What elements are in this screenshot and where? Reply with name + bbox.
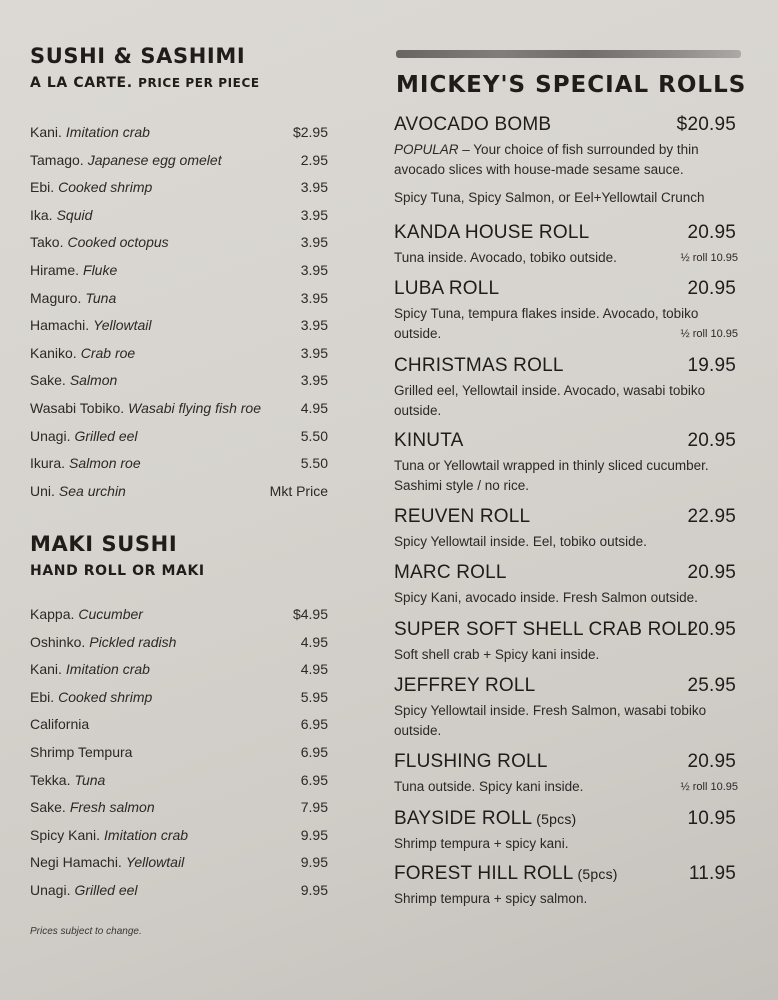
item-name: Ebi.	[30, 179, 55, 196]
menu-item	[30, 770, 330, 798]
roll-bayside	[394, 808, 742, 854]
roll-marc	[394, 562, 742, 608]
maki-sushi-subtitle: HAND ROLL OR MAKI	[30, 563, 205, 579]
roll-price: 10.95	[687, 808, 736, 829]
roll-jeffrey	[394, 675, 742, 741]
item-name: Ebi.	[30, 688, 55, 705]
menu-item	[30, 714, 330, 742]
roll-desc: Spicy Kani, avocado inside. Fresh Salmon outside.	[394, 590, 698, 605]
roll-avocado-bomb	[394, 114, 742, 208]
roll-desc: Shrimp tempura + spicy kani.	[394, 836, 569, 851]
menu-item	[30, 205, 330, 233]
menu-item	[30, 852, 330, 880]
subtitle-main: A LA CARTE.	[30, 75, 133, 91]
popular-badge: POPULAR	[394, 142, 459, 157]
item-price: 6.95	[300, 716, 328, 733]
item-price: Mkt Price	[269, 482, 328, 499]
menu-item	[30, 632, 330, 660]
item-description: Crab roe	[80, 344, 136, 361]
roll-desc: Shrimp tempura + spicy salmon.	[394, 891, 588, 906]
item-name: Ika.	[30, 206, 53, 223]
item-description: Cooked shrimp	[58, 688, 153, 705]
item-price: 5.50	[300, 427, 328, 444]
roll-kinuta	[394, 430, 742, 496]
roll-price: 20.95	[687, 751, 736, 772]
roll-super-soft-shell-crab	[394, 619, 742, 665]
maki-sushi-title: MAKI SUSHI	[30, 532, 178, 556]
item-name: California	[30, 716, 90, 733]
item-price: 4.95	[300, 399, 328, 416]
subtitle-small: PRICE PER PIECE	[138, 76, 260, 90]
roll-desc: Spicy Yellowtail inside. Eel, tobiko outside.	[394, 534, 647, 549]
menu-item	[30, 122, 330, 150]
roll-desc-line1: Grilled eel, Yellowtail inside. Avocado, wasabi tobiko	[394, 383, 706, 398]
menu-item	[30, 453, 330, 481]
roll-price: 20.95	[687, 619, 736, 640]
item-price: 3.95	[300, 206, 328, 223]
roll-desc-line1: – Your choice of fish surrounded by thin	[458, 142, 699, 157]
roll-desc-line1: Spicy Yellowtail inside. Fresh Salmon, wasabi tobiko	[394, 703, 707, 718]
menu-item	[30, 398, 330, 426]
item-description: Imitation crab	[65, 661, 150, 678]
menu-item	[30, 343, 330, 371]
roll-name: LUBA ROLL	[394, 278, 500, 299]
sushi-sashimi-title: SUSHI & SASHIMI	[30, 44, 246, 68]
item-description: Salmon	[69, 372, 118, 389]
item-description: Salmon roe	[69, 455, 141, 472]
roll-price: 20.95	[687, 430, 736, 451]
item-price: 4.95	[300, 633, 328, 650]
roll-price: 20.95	[687, 562, 736, 583]
item-price: 5.50	[300, 455, 328, 472]
menu-item	[30, 315, 330, 343]
item-name: Maguro.	[30, 289, 82, 306]
item-description: Japanese egg omelet	[87, 151, 222, 168]
roll-price: $20.95	[676, 114, 736, 135]
item-description: Imitation crab	[65, 124, 150, 140]
item-price: $4.95	[292, 606, 328, 622]
menu-item	[30, 604, 330, 632]
item-name: Unagi.	[30, 881, 71, 898]
item-name: Sake.	[30, 372, 66, 389]
roll-price: 20.95	[687, 278, 736, 299]
item-name: Sake.	[30, 799, 66, 816]
roll-name: MARC ROLL	[394, 562, 507, 583]
roll-desc-line2: Sashimi style / no rice.	[394, 478, 530, 493]
menu-item	[30, 232, 330, 260]
roll-name: KANDA HOUSE ROLL	[394, 222, 590, 243]
roll-name: CHRISTMAS ROLL	[394, 355, 564, 376]
maki-item-list	[30, 604, 330, 908]
item-description: Cucumber	[78, 606, 143, 622]
item-description: Squid	[56, 206, 93, 223]
item-name: Tako.	[30, 234, 64, 251]
menu-item	[30, 177, 330, 205]
item-description: Cooked shrimp	[58, 179, 153, 196]
item-price: 9.95	[300, 854, 328, 871]
roll-name: FOREST HILL ROLL	[394, 863, 574, 884]
menu-item	[30, 825, 330, 853]
roll-price: 22.95	[687, 506, 736, 527]
item-price: 9.95	[300, 826, 328, 843]
half-roll-price: ½ roll 10.95	[680, 328, 738, 340]
item-price: 9.95	[300, 881, 328, 898]
roll-name: FLUSHING ROLL	[394, 751, 548, 772]
item-description: Tuna	[85, 289, 117, 306]
menu-item	[30, 797, 330, 825]
item-name: Hirame.	[30, 261, 80, 278]
sushi-sashimi-subtitle	[30, 74, 330, 92]
item-price: 3.95	[300, 179, 328, 196]
item-name: Kaniko.	[30, 344, 77, 361]
roll-name: JEFFREY ROLL	[394, 675, 536, 696]
item-description: Fluke	[83, 261, 118, 278]
item-description: Pickled radish	[89, 633, 177, 650]
roll-desc-line2: avocado slices with house-made sesame sauce.	[394, 162, 684, 177]
roll-flushing	[394, 751, 742, 797]
menu-item	[30, 481, 330, 509]
roll-desc: Tuna outside. Spicy kani inside.	[394, 779, 584, 794]
roll-christmas	[394, 355, 742, 421]
roll-name: BAYSIDE ROLL	[394, 808, 533, 829]
item-name: Hamachi.	[30, 317, 90, 334]
roll-name: REUVEN ROLL	[394, 506, 531, 527]
item-description: Imitation crab	[104, 826, 189, 843]
item-name: Tamago.	[30, 151, 84, 168]
roll-desc: Soft shell crab + Spicy kani inside.	[394, 647, 600, 662]
item-price: 4.95	[300, 661, 328, 678]
item-description: Grilled eel	[74, 881, 138, 898]
roll-pieces: (5pcs)	[577, 866, 618, 882]
roll-desc-line2: outside.	[394, 723, 442, 738]
roll-reuven	[394, 506, 742, 552]
item-name: Tekka.	[30, 771, 71, 788]
item-name: Shrimp Tempura	[30, 743, 133, 760]
menu-item	[30, 370, 330, 398]
item-description: Sea urchin	[58, 482, 126, 499]
menu-item	[30, 260, 330, 288]
item-name: Uni.	[30, 482, 55, 499]
roll-price: 25.95	[687, 675, 736, 696]
roll-desc-line2: outside.	[394, 403, 442, 418]
item-price: 6.95	[300, 771, 328, 788]
item-description: Cooked octopus	[67, 234, 169, 251]
menu-item	[30, 687, 330, 715]
item-name: Kani.	[30, 124, 62, 140]
menu-item	[30, 659, 330, 687]
item-price: 2.95	[300, 151, 328, 168]
item-description: Yellowtail	[93, 317, 152, 334]
roll-price: 20.95	[687, 222, 736, 243]
prices-note: Prices subject to change.	[30, 926, 142, 937]
roll-price: 19.95	[687, 355, 736, 376]
item-price: 3.95	[300, 234, 328, 251]
menu-item	[30, 150, 330, 178]
roll-desc-line1: Tuna or Yellowtail wrapped in thinly sliced cucumber.	[394, 458, 709, 473]
item-description: Tuna	[74, 771, 106, 788]
roll-luba	[394, 278, 742, 344]
item-description: Yellowtail	[125, 854, 185, 871]
sashimi-item-list	[30, 122, 330, 508]
roll-options: Spicy Tuna, Spicy Salmon, or Eel+Yellowtail Crunch	[394, 190, 705, 205]
half-roll-price: ½ roll 10.95	[680, 252, 738, 264]
roll-name: KINUTA	[394, 430, 464, 451]
item-price: 3.95	[300, 372, 328, 389]
menu-item	[30, 742, 330, 770]
roll-desc-line2: outside.	[394, 326, 442, 341]
menu-item	[30, 426, 330, 454]
special-rolls-title: MICKEY'S SPECIAL ROLLS	[396, 72, 747, 98]
roll-name: AVOCADO BOMB	[394, 114, 552, 135]
maki-section	[30, 532, 330, 908]
item-price: 3.95	[300, 317, 328, 334]
roll-pieces: (5pcs)	[536, 811, 577, 827]
menu-item	[30, 288, 330, 316]
item-price: 6.95	[300, 743, 328, 760]
brush-stroke-decoration	[396, 50, 741, 58]
roll-name: SUPER SOFT SHELL CRAB ROLL	[394, 619, 699, 640]
half-roll-price: ½ roll 10.95	[680, 781, 738, 793]
item-name: Oshinko.	[30, 633, 86, 650]
roll-forest-hill	[394, 863, 742, 909]
item-name: Unagi.	[30, 427, 71, 444]
item-name: Ikura.	[30, 455, 66, 472]
menu-item	[30, 880, 330, 908]
item-description: Fresh salmon	[69, 799, 155, 816]
item-price: 5.95	[300, 688, 328, 705]
item-name: Kani.	[30, 661, 62, 678]
item-description: Grilled eel	[74, 427, 138, 444]
roll-kanda-house	[394, 222, 742, 268]
roll-price: 11.95	[688, 863, 736, 884]
item-price: 7.95	[300, 799, 328, 816]
left-column	[30, 44, 330, 937]
item-name: Spicy Kani.	[30, 826, 101, 843]
roll-desc: Tuna inside. Avocado, tobiko outside.	[394, 250, 617, 265]
item-price: 3.95	[300, 261, 328, 278]
item-name: Kappa.	[30, 606, 75, 622]
item-description: Wasabi flying fish roe	[128, 399, 261, 416]
item-price: 3.95	[300, 289, 328, 306]
item-price: 3.95	[300, 344, 328, 361]
roll-desc-line1: Spicy Tuna, tempura flakes inside. Avocado, tobiko	[394, 306, 699, 321]
item-name: Negi Hamachi.	[30, 854, 122, 871]
item-price: $2.95	[292, 124, 328, 140]
item-name: Wasabi Tobiko.	[30, 399, 125, 416]
